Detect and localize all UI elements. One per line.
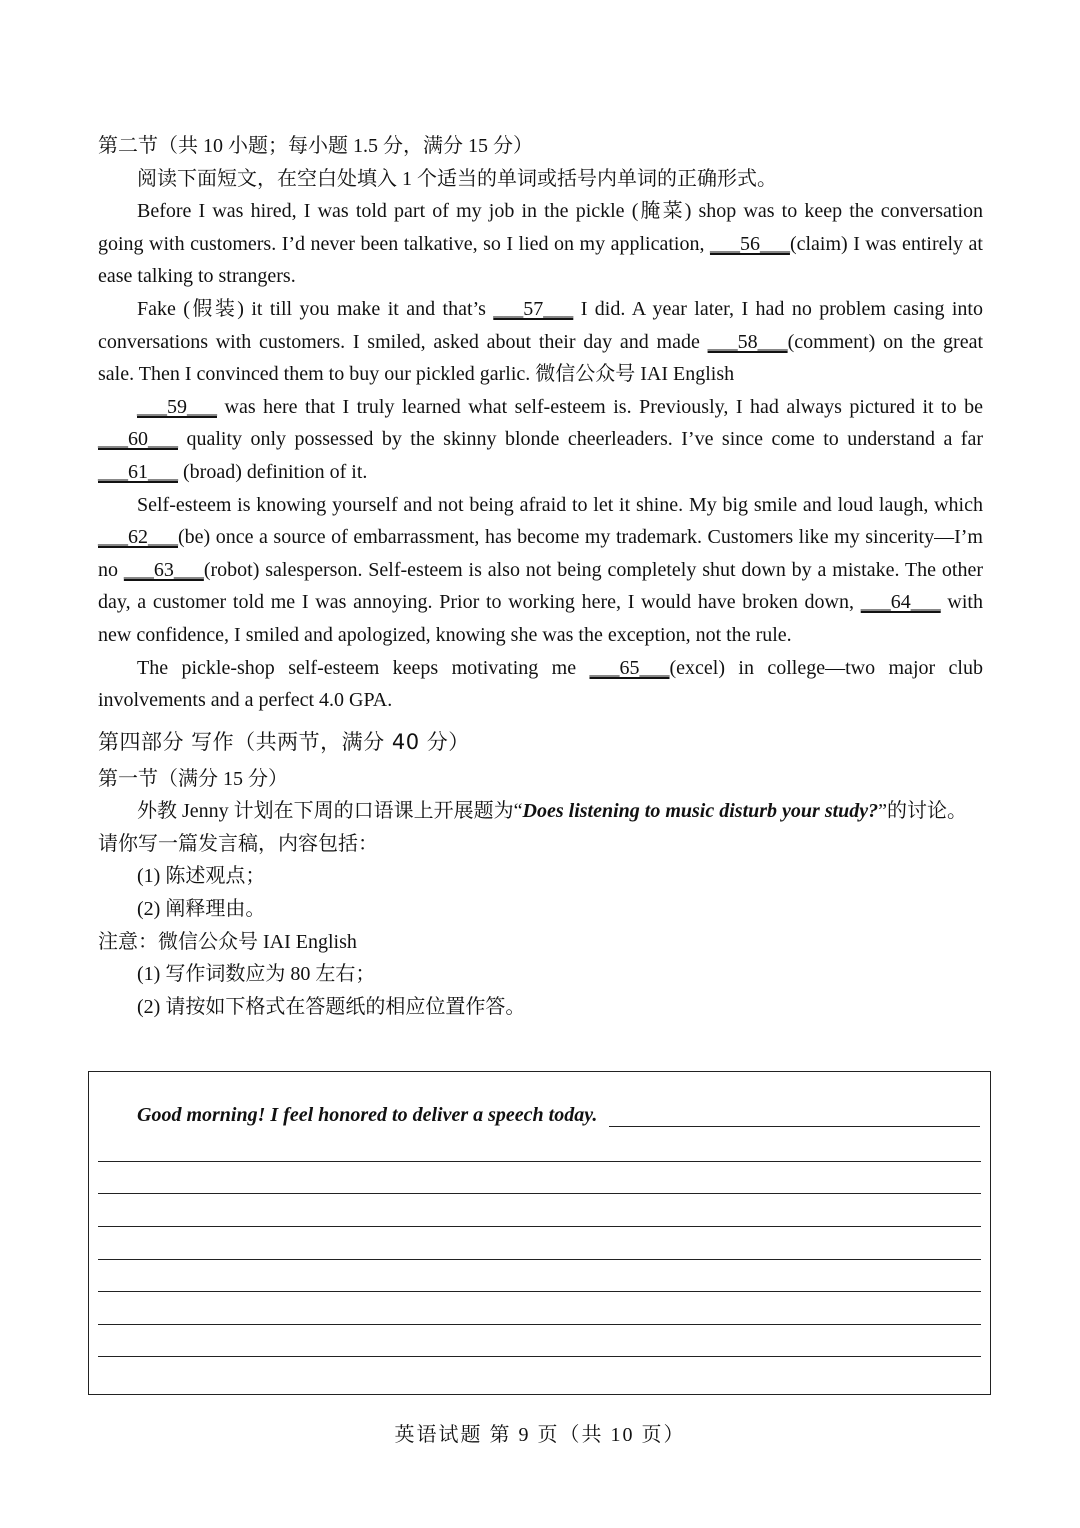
writing-line-0 — [609, 1106, 980, 1127]
part-4-title: 第四部分 写作（共两节，满分 40 分） — [98, 729, 470, 754]
writing-section-1-heading: 第一节（满分 15 分） — [98, 767, 288, 790]
page-footer: 英语试题 第 9 页（共 10 页） — [394, 1424, 686, 1446]
writing-topic: Does listening to music disturb your study? — [522, 800, 879, 823]
section-2-heading: 第二节（共 10 小题；每小题 1.5 分，满分 15 分） — [98, 135, 533, 157]
blank-59: ___59___ — [137, 395, 217, 418]
passage-paragraph-5: The pickle-shop self-esteem keeps motivating me ___65___(excel) in college—two major club involvements and a perfect 4.0 GPA. — [98, 656, 983, 712]
blank-57: ___57___ — [493, 297, 574, 320]
answer-first-line — [137, 1104, 980, 1127]
writing-line-7 — [98, 1356, 981, 1357]
blank-58: ___58___ — [707, 330, 788, 353]
writing-line-6 — [98, 1324, 981, 1325]
blank-62: ___62___ — [98, 526, 178, 549]
answer-start-sentence: Good morning! I feel honored to deliver a speech today. — [137, 1104, 598, 1126]
writing-line-2 — [98, 1193, 981, 1194]
note-item-2: (2) 请按如下格式在答题纸的相应位置作答。 — [137, 995, 526, 1018]
blank-56: ___56___ — [709, 232, 790, 255]
exam-page — [98, 130, 983, 1023]
blank-63: ___63___ — [123, 558, 204, 581]
writing-prompt: 外教 Jenny 计划在下周的口语课上开展题为“Does listening to music disturb your study?”的讨论。请你写一篇发言稿，内容包括： — [98, 800, 968, 855]
writing-line-3 — [98, 1226, 981, 1227]
answer-box — [88, 1071, 991, 1395]
blank-60: ___60___ — [98, 428, 178, 451]
blank-65: ___65___ — [589, 656, 670, 679]
blank-61: ___61___ — [98, 460, 178, 483]
passage-paragraph-4: Self-esteem is knowing yourself and not being afraid to let it shine. My big smile and loud laugh, which ___62___(be) once a source of embarrassment, has become my trademark. Customers like my sincerity—I’m no ___63___(robot) salesperson. Self-esteem is also not being completely shut down by a mistake. The other day, a customer told me I was annoying. Prior to working here, I would have broken down, ___64___ with new confidence, I smiled and apologized, knowing she was the exception, not the rule. — [98, 493, 983, 646]
section-2-instruction: 阅读下面短文，在空白处填入 1 个适当的单词或括号内单词的正确形式。 — [137, 167, 777, 190]
content-item-2: (2) 阐释理由。 — [137, 898, 266, 921]
note-item-1: (1) 写作词数应为 80 左右； — [137, 963, 376, 986]
writing-line-4 — [98, 1259, 981, 1260]
writing-line-5 — [98, 1291, 981, 1292]
blank-64: ___64___ — [860, 591, 941, 614]
writing-line-1 — [98, 1161, 981, 1162]
content-item-1: (1) 陈述观点； — [137, 865, 266, 888]
passage-paragraph-3: ___59___ was here that I truly learned what self-esteem is. Previously, I had always pictured it to be ___60___ quality only possessed by the skinny blonde cheerleaders. I’ve since come to understand a far ___61___ (broad) definition of it. — [98, 395, 983, 483]
note-label: 注意：微信公众号 IAI English — [98, 930, 357, 953]
passage-paragraph-1: Before I was hired, I was told part of my job in the pickle (腌菜) shop was to keep the conversation going with customers. I’d never been talkative, so I lied on my application, ___56___(claim) I was entirely at ease talking to strangers. — [98, 200, 983, 288]
passage-paragraph-2: Fake (假装) it till you make it and that’s ___57___ I did. A year later, I had no problem casing into conversations with customers. I smiled, asked about their day and made ___58___(comment) on the great sale. Then I convinced them to buy our pickled garlic. 微信公众号 IAI English — [98, 297, 984, 386]
